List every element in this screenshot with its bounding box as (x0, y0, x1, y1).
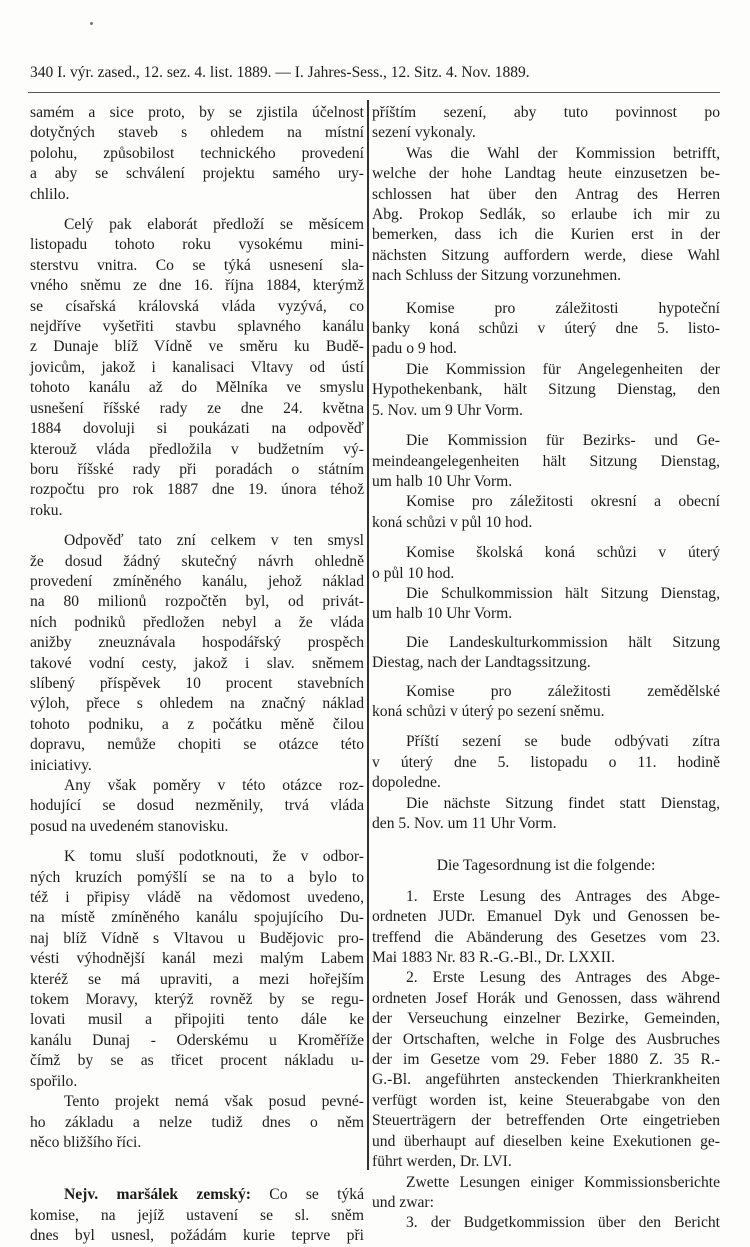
text-line: chlilo. (30, 185, 70, 203)
text-line: komise, na jejíž ustavení se sl. sněm (30, 1206, 364, 1224)
paragraph (372, 682, 720, 723)
scan-speck (90, 22, 93, 25)
right-column (372, 103, 720, 1234)
text-line (30, 1185, 364, 1205)
text-line: z Dunaje blíž Vídně ve směru ku Budě- (30, 338, 364, 356)
text-line: vésti výhodnější kanál mezi malým Labem (30, 950, 364, 968)
text-line: samém a sice proto, by se zjistila účelnost (30, 104, 364, 121)
text-line: a aby se schválení projektu samého ury- (30, 165, 364, 183)
text-line: 1884 dovoluji si poukázati na odpověď (30, 420, 364, 438)
paragraph (372, 633, 720, 674)
paragraph (30, 215, 364, 521)
text-line: Zwette Lesungen einiger Kommissionsberichte (406, 1173, 720, 1191)
page-header: 340 I. výr. zased., 12. sez. 4. list. 1889. — I. Jahres-Sess., 12. Sitz. 4. Nov. 1889. (30, 64, 530, 81)
text-line: den 5. Nov. um 11 Uhr Vorm. (372, 815, 557, 832)
text-line: und überhaupt auf dieselben keine Exekutionen ge- (372, 1132, 720, 1150)
text-line: dotyčných staveb s ohledem na místní (30, 124, 364, 142)
paragraph (372, 543, 720, 584)
text-line: Komise pro záležitosti zemědělské (406, 682, 720, 700)
text-line: koná schůzi v úterý po sezení sněmu. (372, 702, 605, 720)
text-line: slíbený příspěvek 10 procent stavebních (30, 674, 364, 692)
text-line: Příští sezení se bude odbývati zítra (406, 733, 720, 751)
text-line: lovati musil a připojiti tento dále ke (30, 1011, 364, 1029)
paragraph (372, 968, 720, 1172)
text-line: naj blíž Vídně s Vltavou u Budějovic pro- (30, 929, 364, 947)
text-line: Odpověď tato zní celkem v ten smysl (64, 532, 364, 550)
left-column (30, 103, 364, 1247)
text-line: Die nächste Sitzung findet statt Dienstag, (406, 794, 720, 812)
line-text: Co se týká (269, 1186, 364, 1204)
text-line: ordneten JUDr. Emanuel Dyk und Genossen be- (372, 908, 720, 926)
text-line: na místě zmíněného kanálu spojujícího Du- (30, 909, 364, 927)
text-line: bemerken, dass ich die Kurien erst in der (372, 226, 720, 244)
text-line: Was die Wahl der Kommission betrifft, (406, 144, 720, 162)
text-line: der Verseuchung einzelner Bezirke, Gemeinden, (372, 1010, 720, 1028)
text-line: nach Schluss der Sitzung vorzunehmen. (372, 267, 622, 285)
text-line: Steuerträgern der betreffenden Orte eingetrieben (372, 1112, 720, 1130)
paragraph (372, 887, 720, 969)
text-line: čímž by se as třicet procent nákladu u- (30, 1052, 364, 1070)
text-line: jovicům, jakož i kanalisaci Vltavy od ústí (30, 358, 364, 376)
text-line: Die Schulkommission hält Sitzung Dienstag, (406, 584, 720, 602)
text-line: Die Kommission für Bezirks- und Ge- (406, 432, 720, 450)
text-line: ních podniků předložen nebyl a že vláda (30, 613, 364, 631)
text-line: se císařská královská vláda vyzývá, co (30, 297, 364, 315)
text-line: dopravu, nemůže chopiti se otázce této (30, 736, 364, 754)
text-line: vného sněmu ze dne 16. října 1884, kterýmž (30, 277, 364, 295)
paragraph (30, 1185, 364, 1246)
text-line: o půl 10 hod. (372, 564, 455, 582)
text-line: tohoto podniku, a z počátku měně čilou (30, 715, 364, 733)
text-line: ordneten Josef Horák und Genossen, dass während (372, 989, 720, 1007)
text-line: der im Gesetze vom 29. Feber 1880 Z. 35 R.- (372, 1051, 720, 1069)
text-line: treffend die Abänderung des Gesetzes vom 23. (372, 928, 720, 946)
header-rule (28, 92, 720, 93)
text-line: und zwar: (372, 1193, 434, 1211)
text-line: hodující se dosud nezměnily, trvá vláda (30, 797, 364, 815)
text-line: usnešení říšské rady ze dne 24. května (30, 399, 364, 417)
text-line: kteréž se má upraviti, a mezi hořejším (30, 970, 364, 988)
text-line: Diestag, nach der Landtagssitzung. (372, 654, 591, 672)
text-line: výloh, přece s ohledem na značný náklad (30, 695, 364, 713)
text-line: boru říšské rady při poradách o státním (30, 460, 364, 478)
text-line: 2. Erste Lesung des Antrages des Abge- (406, 969, 720, 987)
text-line: dopoledne. (372, 774, 441, 792)
text-line: kterouž vláda předložila v budžetním vý- (30, 440, 364, 458)
text-line: iniciativy. (30, 756, 92, 774)
text-line: posud na uvedeném stanovisku. (30, 817, 229, 835)
text-line: Abg. Prokop Sedlák, so erlaube ich mir zu (372, 206, 720, 224)
text-line: koná schůzi v půl 10 hod. (372, 513, 533, 531)
text-line: verfügt worden ist, keine Steuerabgabe von den (372, 1091, 720, 1109)
text-line: příštím sezení, aby tuto povinnost po (372, 104, 720, 121)
text-line: um halb 10 Uhr Vorm. (372, 472, 513, 490)
text-line: takové vodní cesty, jakož i slav. sněmem (30, 654, 364, 672)
paragraph (30, 847, 364, 1092)
paragraph (30, 776, 364, 837)
text-line: nächsten Sitzung auffordern werde, diese Wahl (372, 246, 720, 264)
text-line: nejdříve vyšetřiti stavbu splavného kanálu (30, 318, 364, 336)
text-line: banky koná schůzi v úterý dne 5. listo- (372, 320, 720, 338)
text-line: Mai 1883 Nr. 83 R.-G.-Bl., Dr. LXXII. (372, 949, 615, 967)
text-line: v úterý dne 5. listopadu o 11. hodině (372, 753, 720, 771)
text-line: tokem Moravy, kterýž rovněž by se regu- (30, 991, 364, 1009)
text-line: roku. (30, 501, 63, 519)
text-line: Die Kommission für Angelegenheiten der (406, 360, 720, 378)
text-line: polohu, způsobilost technického provedení (30, 144, 364, 162)
text-line: tohoto kanálu až do Mělníka ve smyslu (30, 379, 364, 397)
text-line: kanálu Dunaj - Oderskému u Kroměříže (30, 1031, 364, 1049)
text-line: též i připisy vládě na vědomost uvedeno, (30, 889, 364, 907)
paragraph (372, 492, 720, 533)
paragraph (372, 431, 720, 492)
text-line: K tomu sluší podotknouti, že v odbor- (64, 848, 364, 866)
speaker-name: Nejv. maršálek zemský: (64, 1186, 251, 1204)
text-line: Komise školská koná schůzi v úterý (406, 544, 720, 562)
text-line: padu o 9 hod. (372, 340, 457, 358)
text-line: G.-Bl. angeführten ansteckenden Thierkrankheiten (372, 1071, 720, 1089)
paragraph (372, 1173, 720, 1214)
paragraph (30, 103, 364, 205)
text-line: ných kruzích pomýšlí se na to a bylo to (30, 868, 364, 886)
text-line: 3. der Budgetkommission über den Bericht (406, 1214, 720, 1232)
text-line: führt werden, Dr. LVI. (372, 1153, 512, 1171)
text-line: Celý pak elaborát předloží se měsícem (64, 216, 364, 234)
text-line: schlossen hat über den Antrag des Herren (372, 185, 720, 203)
text-line: Any však poměry v této otázce roz- (64, 777, 364, 794)
text-line: sterstvu vnitra. Co se týká usnesení sla- (30, 256, 364, 274)
text-line: rozpočtu pro rok 1887 dne 19. února téhož (30, 481, 364, 499)
paragraph (372, 732, 720, 793)
text-line: něco bližšího říci. (30, 1133, 142, 1151)
text-line: na 80 milionů rozpočtěn byl, od privát- (30, 593, 364, 611)
paragraph (372, 103, 720, 144)
text-line: meindeangelegenheiten hält Sitzung Dienstag, (372, 452, 720, 470)
text-line: sezení vykonaly. (372, 124, 476, 142)
paragraph (30, 531, 364, 776)
paragraph (372, 144, 720, 287)
text-line: Hypothekenbank, hält Sitzung Dienstag, den (372, 381, 720, 399)
text-line: der Ortschaften, welche in Folge des Ausbruches (372, 1030, 720, 1048)
text-line: provedení zmíněného kanálu, jehož náklad (30, 572, 364, 590)
paragraph (372, 360, 720, 421)
text-line: Die Tagesordnung ist die folgende: (436, 857, 656, 875)
paragraph (372, 584, 720, 625)
text-line: Tento projekt nemá však posud pevné- (64, 1093, 364, 1111)
paragraph (372, 794, 720, 835)
text-line: Die Landeskulturkommission hält Sitzung (406, 633, 720, 651)
text-line: že dosud žádný skutečný návrh ohledně (30, 552, 364, 570)
text-line: 5. Nov. um 9 Uhr Vorm. (372, 401, 523, 419)
text-line: dnes byl usnesl, požádám kurie teprve při (30, 1227, 364, 1245)
text-line: Komise pro záležitosti okresní a obecní (406, 493, 720, 511)
text-line: anižby zneuznávala hospodářský prospěch (30, 634, 364, 652)
column-divider (367, 100, 369, 1170)
text-line: listopadu tohoto roku vysokému mini- (30, 236, 364, 254)
text-line: ho základu a nelze tudiž dnes o něm (30, 1113, 364, 1131)
text-line: Komise pro záležitosti hypoteční (406, 299, 720, 317)
text-line: spořilo. (30, 1072, 78, 1090)
paragraph (372, 1213, 720, 1233)
paragraph (372, 856, 720, 876)
paragraph (30, 1092, 364, 1153)
text-line: 1. Erste Lesung des Antrages des Abge- (406, 887, 720, 905)
text-line: welche der hohe Landtag heute einzusetzen be- (372, 165, 720, 183)
text-line: um halb 10 Uhr Vorm. (372, 605, 513, 623)
paragraph (372, 299, 720, 360)
